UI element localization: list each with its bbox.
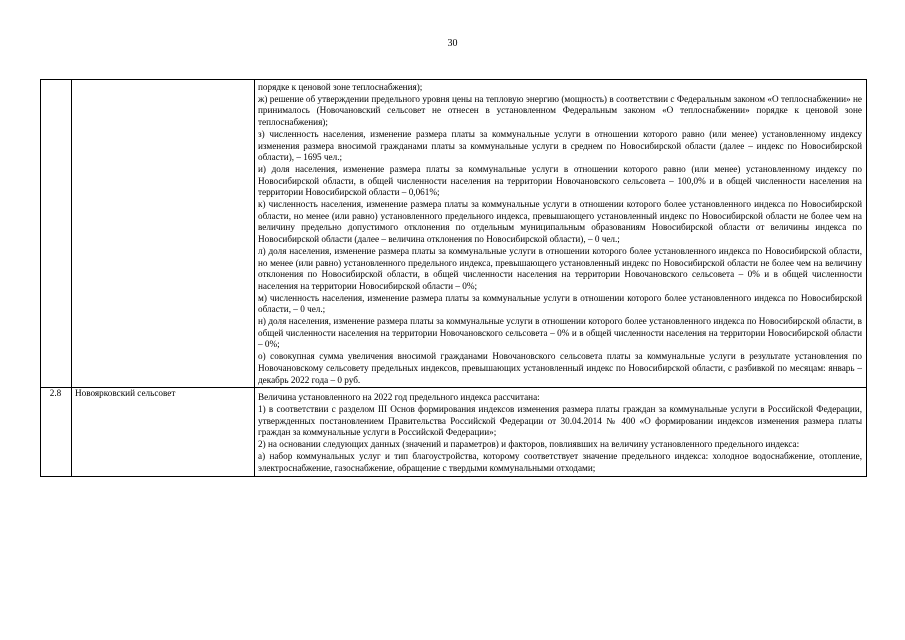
table-row	[41, 388, 867, 477]
page-number: 30	[447, 38, 458, 49]
paragraph: 1) в соответствии с разделом III Основ формирования индексов изменения размера платы граждан за коммунальные услуги в Российской Федерации, утвержденных постановлением Правительства Российской Федерации от 30.04.2014 № 400 «О формировании индексов изменения размера платы граждан за коммунальные услуги в Российской Федерации»;	[258, 403, 862, 438]
tariff-table	[40, 79, 867, 477]
paragraph: н) доля населения, изменение размера платы за коммунальные услуги в отношении которого более установленного индекса по Новосибирской области, в общей численности населения на территории Новочановского сельсовета – 0% и в общей численности населения на территории Новосибирской области – 0%;	[258, 316, 862, 350]
paragraph: ж) решение об утверждении предельного уровня цены на тепловую энергию (мощность) в соответствии с Федеральным законом «О теплоснабжении» не принималось (Новочановский сельсовет не отнесен в установленном Федеральным законом «О теплоснабжении» порядке к ценовой зоне теплоснабжения);	[258, 93, 862, 128]
paragraph: Величина установленного на 2022 год предельного индекса рассчитана:	[258, 392, 540, 403]
paragraph: з) численность населения, изменение размера платы за коммунальные услуги в отношении которого равно (или менее) установленному индексу изменения размера вносимой гражданами платы за коммунальные услуги в среднем по Новосибирской области (далее – индекс по Новосибирской области), – 1695 чел.;	[258, 128, 862, 163]
paragraph: а) набор коммунальных услуг и тип благоустройства, которому соответствует значение предельного индекса: холодное водоснабжение, отопление, электроснабжение, газоснабжение, обращение с твердыми коммунальными отходами;	[258, 450, 862, 473]
row-number-cell	[41, 80, 72, 388]
paragraph: к) численность населения, изменение размера платы за коммунальные услуги в отношении которого более установленного индекса по Новосибирской области, но менее (или равно) установленного предельного индекса, превышающего установленный индекс по Новосибирской области не более чем на величину предельно допустимого отклонения по отдельным муниципальным образованиям Новосибирской области от величины индекса по Новосибирской области (далее – величина отклонения по Новосибирской области), – 0 чел.;	[258, 199, 862, 245]
paragraph: 2) на основании следующих данных (значений и параметров) и факторов, повлиявших на величину установленного предельного индекса:	[258, 439, 800, 450]
municipality-name-cell	[72, 80, 255, 388]
paragraph: л) доля населения, изменение размера платы за коммунальные услуги в отношении которого более установленного индекса по Новосибирской области, но менее (или равно) установленного предельного индекса, превышающего установленный индекс по Новосибирской области не более чем на величину отклонения по Новосибирской области, в общей численности населения на территории Новочановского сельсовета – 0% и в общей численности населения на территории Новосибирской области – 0%;	[258, 245, 862, 291]
paragraph: и) доля населения, изменение размера платы за коммунальные услуги в отношении которого равно (или менее) установленному индексу по Новосибирской области, в общей численности населения на территории Новочановского сельсовета – 100,0% и в общей численности населения на территории Новосибирской области – 0,061%;	[258, 163, 862, 198]
description-cell	[255, 80, 867, 388]
paragraph: порядке к ценовой зоне теплоснабжения);	[258, 82, 423, 92]
paragraph: о) совокупная сумма увеличения вносимой гражданами Новочановского сельсовета платы за коммунальные услуги в результате установления по Новочановскому сельсовету предельных индексов, превышающих установленный индекс по Новосибирской области, с разбивкой по месяцам: январь – декабрь 2022 года – 0 руб.	[258, 351, 862, 385]
municipality-name-cell: Новоярковский сельсовет	[72, 388, 255, 477]
description-cell	[255, 388, 867, 477]
row-number-cell: 2.8	[41, 388, 72, 477]
paragraph: м) численность населения, изменение размера платы за коммунальные услуги в отношении которого более установленного индекса по Новосибирской области, – 0 чел.;	[258, 292, 862, 315]
table-row	[41, 80, 867, 388]
